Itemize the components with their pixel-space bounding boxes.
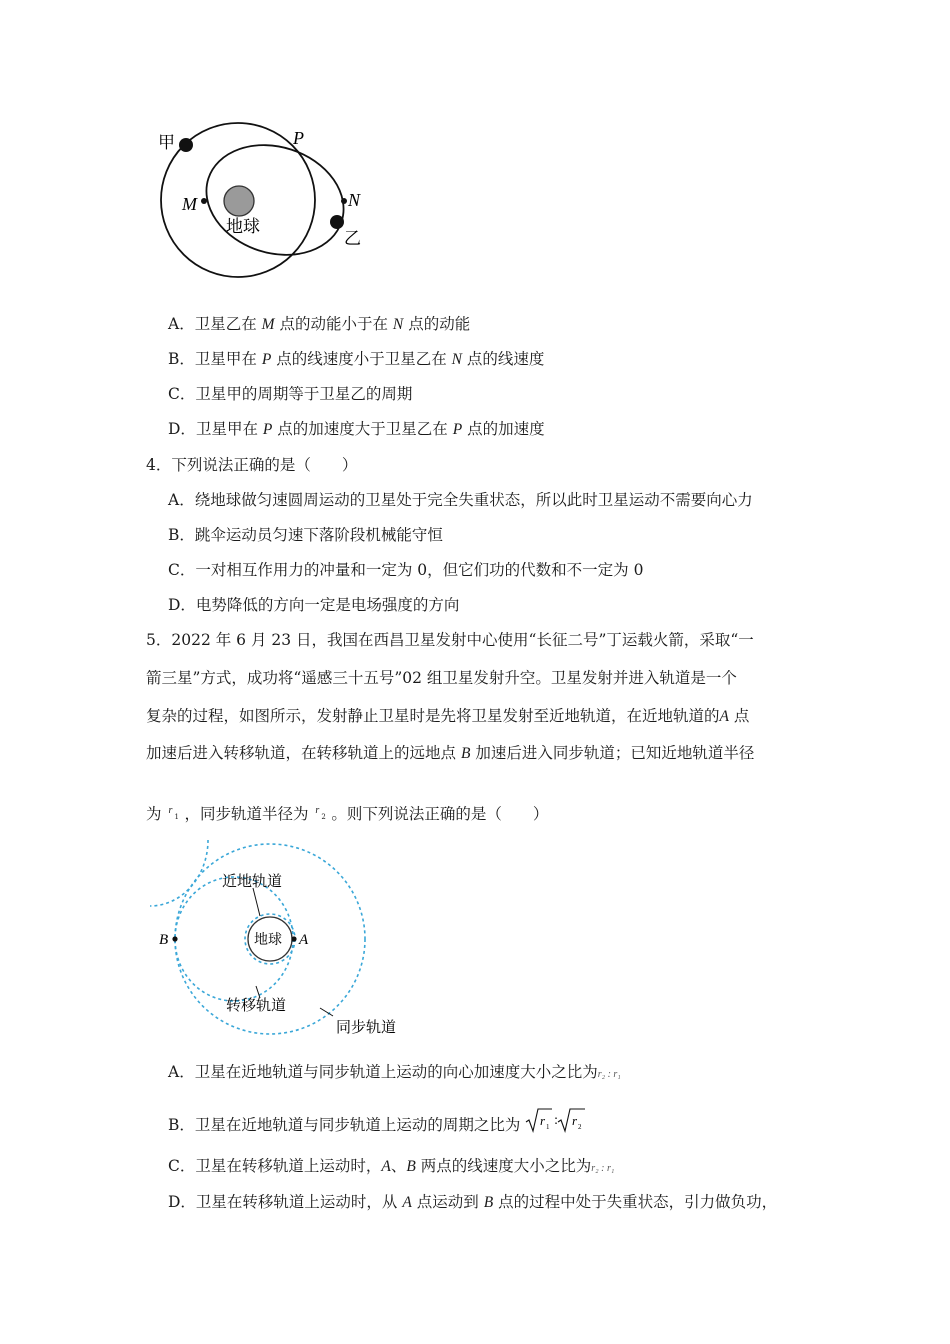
option-text: 卫星甲在 <box>195 420 263 438</box>
r2-letter: r <box>315 805 320 816</box>
q5-option-d-point-a: A <box>402 1194 412 1211</box>
label-p: P <box>293 128 304 148</box>
q4-option-d: D．电势降低的方向一定是电场强度的方向 <box>168 596 460 614</box>
option-text: 点的加速度 <box>462 420 545 438</box>
q5-option-d-text: D．卫星在转移轨道上运动时，从 <box>168 1193 403 1211</box>
label-b: B <box>159 932 169 948</box>
q5-option-c-sep: 、 <box>390 1157 407 1175</box>
label-m: M <box>182 194 197 214</box>
q5-line-5-text: 为 <box>146 805 162 823</box>
q5-point-b: B <box>460 745 471 762</box>
q5-line-5-mid: ，同步轨道半径为 <box>184 805 309 823</box>
sqrt-ratio-formula <box>525 1106 587 1134</box>
q5-line-1: 5．2022 年 6 月 23 日，我国在西昌卫星发射中心使用“长征二号”丁运载火箭，采取“一 <box>146 631 754 649</box>
q5-line-3-tail: 点 <box>728 707 750 725</box>
orbit-diagram-2 <box>150 840 420 1040</box>
r2-subscript: 2 <box>321 813 326 821</box>
sqrt-r2-sub: 2 <box>578 1123 582 1131</box>
option-text: 点的线速度 <box>462 350 545 368</box>
q5-line-2: 箭三星”方式，成功将“遥感三十五号”02 组卫星发射升空。卫星发射并进入轨道是一个 <box>146 669 737 687</box>
option-letter: D． <box>168 420 196 438</box>
label-earth-2: 地球 <box>254 932 282 948</box>
point-label: N <box>451 351 462 368</box>
q5-line-5 <box>146 802 548 824</box>
orbit-diagram-1 <box>150 118 380 288</box>
q5-option-c-expr: r₂ : r₁ <box>591 1163 615 1174</box>
q5-option-b <box>168 1106 587 1135</box>
point-label: N <box>392 316 404 333</box>
r1-letter: r <box>168 805 173 816</box>
option-text: 点的动能 <box>403 315 471 333</box>
satellite-yi <box>330 215 344 229</box>
q5-line-4-text: 加速后进入转移轨道，在转移轨道上的远地点 <box>146 744 461 762</box>
q5-line-3 <box>146 704 749 726</box>
q5-option-c-tail: 两点的线速度大小之比为 <box>415 1157 592 1175</box>
q5-option-d <box>168 1190 777 1212</box>
q5-option-a-text: A．卫星在近地轨道与同步轨道上运动的向心加速度大小之比为 <box>168 1063 598 1081</box>
point-label: M <box>261 316 275 333</box>
q5-option-a <box>168 1060 621 1082</box>
option-text: 点的动能小于在 <box>274 315 393 333</box>
q5-option-c-text: C．卫星在转移轨道上运动时， <box>168 1157 382 1175</box>
q4-option-b: B．跳伞运动员匀速下落阶段机械能守恒 <box>168 526 443 544</box>
q5-line-3-text: 复杂的过程，如图所示，发射静止卫星时是先将卫星发射至近地轨道，在近地轨道的 <box>146 707 720 725</box>
orbit-yi <box>192 128 358 272</box>
q4-option-a: A．绕地球做匀速圆周运动的卫星处于完全失重状态，所以此时卫星运动不需要向心力 <box>168 491 753 509</box>
label-near-orbit: 近地轨道 <box>222 872 283 890</box>
option-text: 卫星甲的周期等于卫星乙的周期 <box>195 385 413 403</box>
q4-option-c: C．一对相互作用力的冲量和一定为 0，但它们功的代数和不一定为 0 <box>168 561 644 579</box>
q5-option-d-mid: 点运动到 <box>411 1193 484 1211</box>
label-transfer-orbit: 转移轨道 <box>226 996 287 1014</box>
q5-option-c <box>168 1154 614 1176</box>
point-label: P <box>262 421 273 438</box>
label-a: A <box>299 932 309 948</box>
option-letter: C． <box>168 385 196 403</box>
q3-option-c <box>168 382 412 404</box>
label-n: N <box>348 190 361 210</box>
option-letter: A． <box>168 315 195 333</box>
q5-point-a: A <box>719 708 729 725</box>
point-label: P <box>452 421 463 438</box>
option-letter: B． <box>168 350 195 368</box>
label-yi: 乙 <box>344 229 361 249</box>
option-text: 卫星甲在 <box>194 350 262 368</box>
sqrt-r1-sub: 1 <box>546 1123 550 1131</box>
sync-orbit-pointer <box>320 1008 333 1016</box>
point-a <box>291 936 296 941</box>
option-text: 点的线速度小于卫星乙在 <box>271 350 452 368</box>
q4-stem: 4．下列说法正确的是（ ） <box>146 456 358 474</box>
satellite-jia <box>179 138 193 152</box>
option-text: 卫星乙在 <box>194 315 262 333</box>
q5-line-5-tail: 。则下列说法正确的是（ ） <box>331 805 549 823</box>
r1-subscript: 1 <box>174 813 179 821</box>
sqrt-r1: r <box>540 1113 546 1128</box>
q5-option-b-text: B．卫星在近地轨道与同步轨道上运动的周期之比为 <box>168 1116 521 1134</box>
q3-option-a <box>168 312 470 334</box>
earth <box>224 186 254 216</box>
point-b <box>172 936 177 941</box>
label-sync-orbit: 同步轨道 <box>336 1018 397 1036</box>
sqrt-r2: r <box>572 1113 578 1128</box>
option-text: 点的加速度大于卫星乙在 <box>272 420 453 438</box>
q5-option-c-point-b: B <box>406 1158 416 1175</box>
q5-option-a-expr: r₂ : r₁ <box>597 1069 621 1080</box>
point-label: P <box>261 351 272 368</box>
label-jia: 甲 <box>158 133 175 153</box>
near-orbit-pointer <box>253 888 260 916</box>
q3-option-b <box>168 347 544 369</box>
label-earth: 地球 <box>226 217 260 237</box>
q5-line-4 <box>146 741 754 763</box>
point-n <box>341 198 347 204</box>
sqrt-colon: : <box>554 1113 559 1127</box>
q3-option-d <box>168 417 545 439</box>
transfer-orbit <box>150 840 208 906</box>
q5-option-c-point-a: A <box>381 1158 391 1175</box>
q5-line-4-tail: 加速后进入同步轨道；已知近地轨道半径 <box>470 744 755 762</box>
q5-option-d-point-b: B <box>483 1194 494 1211</box>
point-m <box>201 198 207 204</box>
q5-option-d-tail: 点的过程中处于失重状态，引力做负功， <box>493 1193 778 1211</box>
